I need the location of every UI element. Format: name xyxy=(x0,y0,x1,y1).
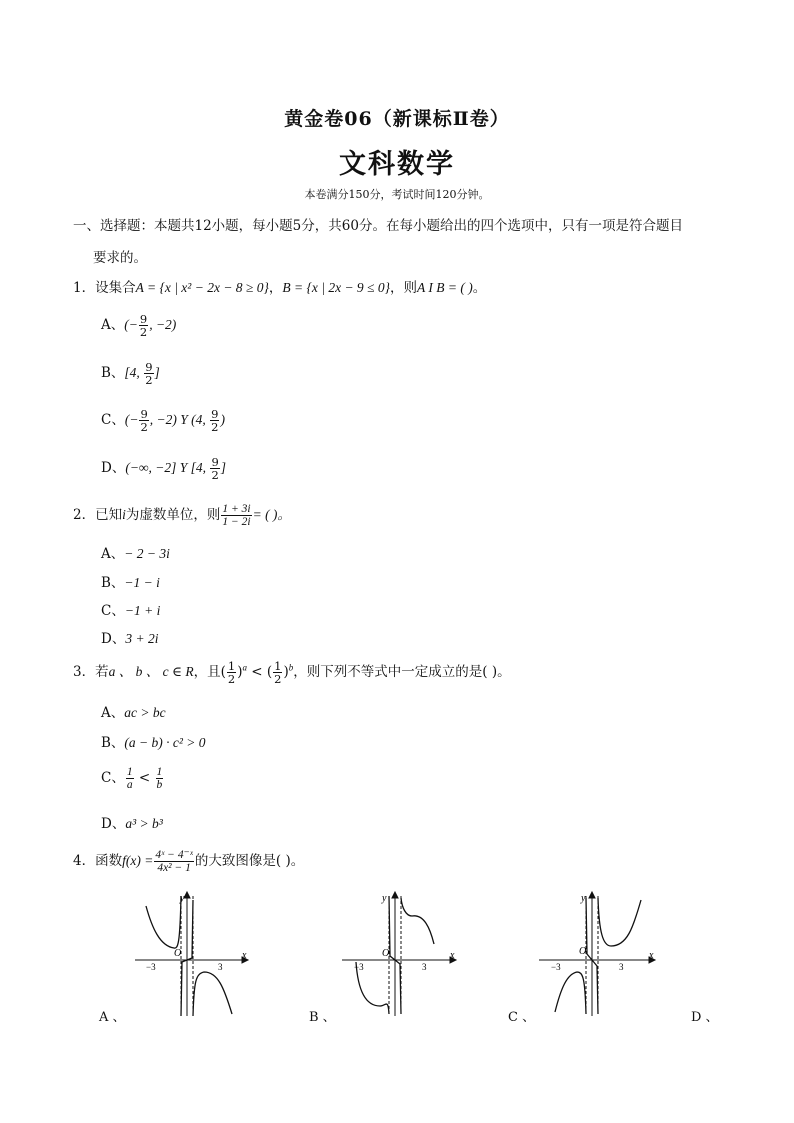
frac-den: 2 xyxy=(274,672,282,686)
q1-expr: A I B = ( ) xyxy=(417,280,473,295)
option-math: ] xyxy=(220,460,227,475)
q2-option-d xyxy=(101,627,158,647)
axis-y-label: y xyxy=(382,893,387,904)
graph-b xyxy=(340,888,470,1018)
q4-option-c-label: C 、 xyxy=(508,1010,536,1025)
option-math: < xyxy=(134,770,155,786)
q4-stem-b: 的大致图像是( )。 xyxy=(194,853,305,869)
q1-option-c xyxy=(101,408,225,433)
option-math: (− xyxy=(124,412,139,427)
frac-num: 9 xyxy=(211,455,219,469)
q1-sep: ， xyxy=(268,280,283,296)
q2-option-a xyxy=(101,542,170,562)
option-math: (− xyxy=(124,317,138,332)
q4-option-a-label: A 、 xyxy=(99,1010,126,1025)
section-heading: 一、选择题：本题共12小题，每小题5分，共60分。在每小题给出的四个选项中，只有一项是符合题目 xyxy=(73,218,683,234)
frac-num: 9 xyxy=(211,407,219,421)
q1-option-d xyxy=(101,456,226,481)
option-math: , −2) xyxy=(149,317,177,332)
frac-den: a xyxy=(126,779,133,791)
axis-y-label: y xyxy=(180,893,185,904)
origin-label: O xyxy=(174,948,182,959)
option-math: −1 − i xyxy=(124,575,160,590)
frac-den: 2 xyxy=(140,420,148,434)
origin-label: O xyxy=(382,948,390,959)
graph-c xyxy=(537,888,667,1018)
question-4 xyxy=(73,849,304,874)
axis-x-label: x xyxy=(242,950,247,961)
origin-label: O xyxy=(579,946,587,957)
option-label: C、 xyxy=(101,770,125,786)
axis-y-label: y xyxy=(581,893,586,904)
q3-exp-a: a xyxy=(242,662,247,673)
q3-option-d xyxy=(101,812,163,832)
subject-title: 文科数学 xyxy=(339,149,455,180)
option-label: A、 xyxy=(101,317,125,333)
frac-num: 4ˣ − 4⁻ˣ xyxy=(155,849,193,861)
frac-num: 1 xyxy=(227,659,236,673)
q2-stem-b: 为虚数单位，则 xyxy=(125,507,221,523)
option-label: D、 xyxy=(101,460,126,476)
tick-label-p3: 3 xyxy=(422,962,427,972)
option-label: B、 xyxy=(101,365,125,381)
frac-num: 1 + 3i xyxy=(222,503,251,515)
q1-option-b xyxy=(101,361,160,386)
q3-stem-b: ，且 xyxy=(193,664,221,680)
option-math: , −2) Y (4, xyxy=(149,412,210,427)
option-math: (−∞, −2] Y [4, xyxy=(125,460,210,475)
q4-option-d-label: D 、 xyxy=(691,1010,719,1025)
frac-den: b xyxy=(156,779,163,791)
q3-stem: 3．若 xyxy=(73,664,109,680)
tick-label-p3: 3 xyxy=(218,962,223,972)
q1-set-a: A = {x | x² − 2x − 8 ≥ 0} xyxy=(135,280,269,295)
q1-stem-b: ，则 xyxy=(390,280,417,296)
q3-stem-c: ，则下列不等式中一定成立的是( )。 xyxy=(293,664,511,680)
option-math: (a − b) · c² > 0 xyxy=(124,735,206,750)
tick-label-m3: −3 xyxy=(551,962,561,972)
option-label: D、 xyxy=(101,631,126,647)
q1-end: 。 xyxy=(472,280,487,296)
q2-option-b xyxy=(101,571,160,591)
frac-num: 1 xyxy=(126,766,133,778)
option-label: C、 xyxy=(101,603,125,619)
frac-num: 1 xyxy=(156,766,163,778)
q2-i: i xyxy=(122,507,126,522)
section-heading-cont: 要求的。 xyxy=(93,250,147,266)
tick-label-p3: 3 xyxy=(619,962,624,972)
frac-den: 2 xyxy=(211,468,219,482)
q3-vars: a 、 b 、 c ∈ R xyxy=(108,664,194,679)
q1-set-b: B = {x | 2x − 9 ≤ 0} xyxy=(282,280,390,295)
option-math: ac > bc xyxy=(124,705,166,720)
q2-stem-c: = ( )。 xyxy=(252,507,291,522)
option-math: [4, xyxy=(124,365,144,380)
frac-den: 2 xyxy=(227,672,236,686)
q3-option-b xyxy=(101,731,206,751)
frac-den: 4x² − 1 xyxy=(157,862,191,874)
frac-den: 2 xyxy=(139,325,148,339)
axis-x-label: x xyxy=(450,950,455,961)
frac-num: 9 xyxy=(140,407,148,421)
q3-option-c xyxy=(101,766,164,791)
option-math: ) xyxy=(220,412,225,427)
question-3: 3．若a 、 b 、 c ∈ R，且( $\frac{1}{2}$ )$^a$ < ( $\frac{1}{2}$ )$^b$，则下列不等式中一定成立的是( )。 xyxy=(73,659,511,686)
option-label: B、 xyxy=(101,735,125,751)
exam-note: 本卷满分150分，考试时间120分钟。 xyxy=(304,188,490,201)
question-1 xyxy=(73,276,486,296)
q4-option-b-label: B 、 xyxy=(309,1010,336,1025)
tick-label-m3: −3 xyxy=(146,962,156,972)
q4-stem: 4．函数 xyxy=(73,853,123,869)
q2-stem: 2．已知 xyxy=(73,507,123,523)
q3-option-a xyxy=(101,701,166,721)
frac-num: 1 xyxy=(274,659,282,673)
frac-den: 2 xyxy=(211,420,219,434)
option-math: −1 + i xyxy=(124,603,161,618)
option-label: D、 xyxy=(101,816,126,832)
q2-option-c xyxy=(101,599,160,619)
q3-exp-b: b xyxy=(288,662,294,673)
option-label: C、 xyxy=(101,412,125,428)
frac-den: 2 xyxy=(145,373,153,387)
axis-x-label: x xyxy=(649,950,654,961)
question-2 xyxy=(73,503,291,528)
option-label: B、 xyxy=(101,575,125,591)
option-math: 3 + 2i xyxy=(125,631,159,646)
q4-fx: f(x) = xyxy=(122,853,154,868)
page-title: 黄金卷06（新课标Ⅱ卷） xyxy=(284,108,510,130)
q1-option-a xyxy=(101,313,176,338)
option-label: A、 xyxy=(101,546,125,562)
q1-stem: 1．设集合 xyxy=(73,280,136,296)
option-label: A、 xyxy=(101,705,125,721)
q3-lt: < xyxy=(246,664,267,680)
option-math: − 2 − 3i xyxy=(124,546,170,561)
frac-num: 9 xyxy=(145,360,153,374)
option-math: a³ > b³ xyxy=(125,816,163,831)
frac-den: 1 − 2i xyxy=(222,516,251,528)
tick-label-m3: −3 xyxy=(354,962,364,972)
frac-num: 9 xyxy=(139,312,148,326)
graph-a xyxy=(130,888,260,1018)
option-math: ] xyxy=(154,365,160,380)
